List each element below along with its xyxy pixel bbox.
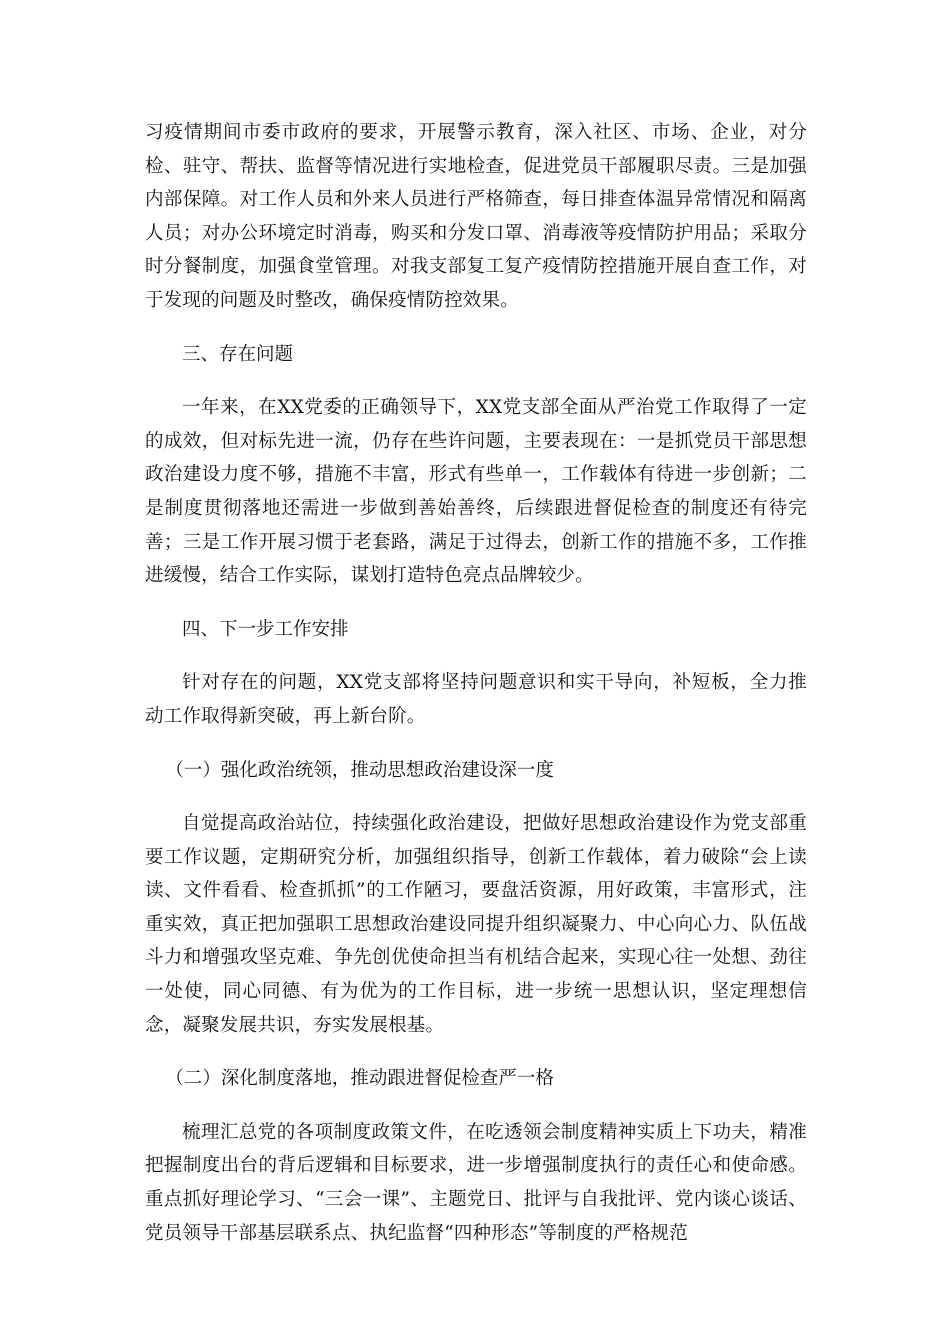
paragraph-political-leadership: 自觉提高政治站位，持续强化政治建设，把做好思想政治建设作为党支部重要工作议题，定期研究分析，加强组织指导，创新工作载体，着力破除“会上读读、文件看看、检查抓抓”的工作陋习，要盘活资源，用好政策，丰富形式，注重实效，真正把加强职工思想政治建设同提升组织凝聚力、中心向心力、队伍战斗力和增强攻坚克难、争先创优使命担当有机结合起来，实现心往一处想、劲往一处使，同心同德、有为优为的工作目标，进一步统一思想认识，坚定理想信念，凝聚发展共识，夯实发展根基。 — [145, 813, 807, 1036]
paragraph-next-steps-intro: 针对存在的问题，XX党支部将坚持问题意识和实干导向，补短板，全力推动工作取得新突破，再上新台阶。 — [145, 672, 807, 727]
paragraph-system-implementation: 梳理汇总党的各项制度政策文件，在吃透领会制度精神实质上下功夫，精准把握制度出台的背后逻辑和目标要求，进一步增强制度执行的责任心和使命感。重点抓好理论学习、“三会一课”、主题党日、批评与自我批评、党内谈心谈话、党员领导干部基层联系点、执纪监督“四种形态”等制度的严格规范 — [145, 1121, 807, 1244]
subheading-system-implementation: （二）深化制度落地，推动跟进督促检查严一格 — [165, 1068, 554, 1090]
subheading-political-leadership: （一）强化政治统领，推动思想政治建设深一度 — [165, 759, 554, 781]
paragraph-problems: 一年来，在XX党委的正确领导下，XX党支部全面从严治党工作取得了一定的成效，但对标先进一流，仍存在些许问题，主要表现在：一是抓党员干部思想政治建设力度不够，措施不丰富，形式有些单一，工作载体有待进一步创新；二是制度贯彻落地还需进一步做到善始善终，后续跟进督促检查的制度还有待完善；三是工作开展习惯于老套路，满足于过得去，创新工作的措施不多，工作推进缓慢，结合工作实际，谋划打造特色亮点品牌较少。 — [145, 397, 807, 587]
section-heading-problems: 三、存在问题 — [182, 343, 294, 365]
document-page — [145, 116, 807, 1250]
section-heading-next-steps: 四、下一步工作安排 — [182, 618, 349, 640]
paragraph-epidemic-control: 习疫情期间市委市政府的要求，开展警示教育，深入社区、市场、企业，对分检、驻守、帮扶、监督等情况进行实地检查，促进党员干部履职尽责。三是加强内部保障。对工作人员和外来人员进行严格筛查，每日排查体温异常情况和隔离人员；对办公环境定时消毒，购买和分发口罩、消毒液等疫情防护用品；采取分时分餐制度，加强食堂管理。对我支部复工复产疫情防控措施开展自查工作，对于发现的问题及时整改，确保疫情防控效果。 — [145, 122, 807, 311]
